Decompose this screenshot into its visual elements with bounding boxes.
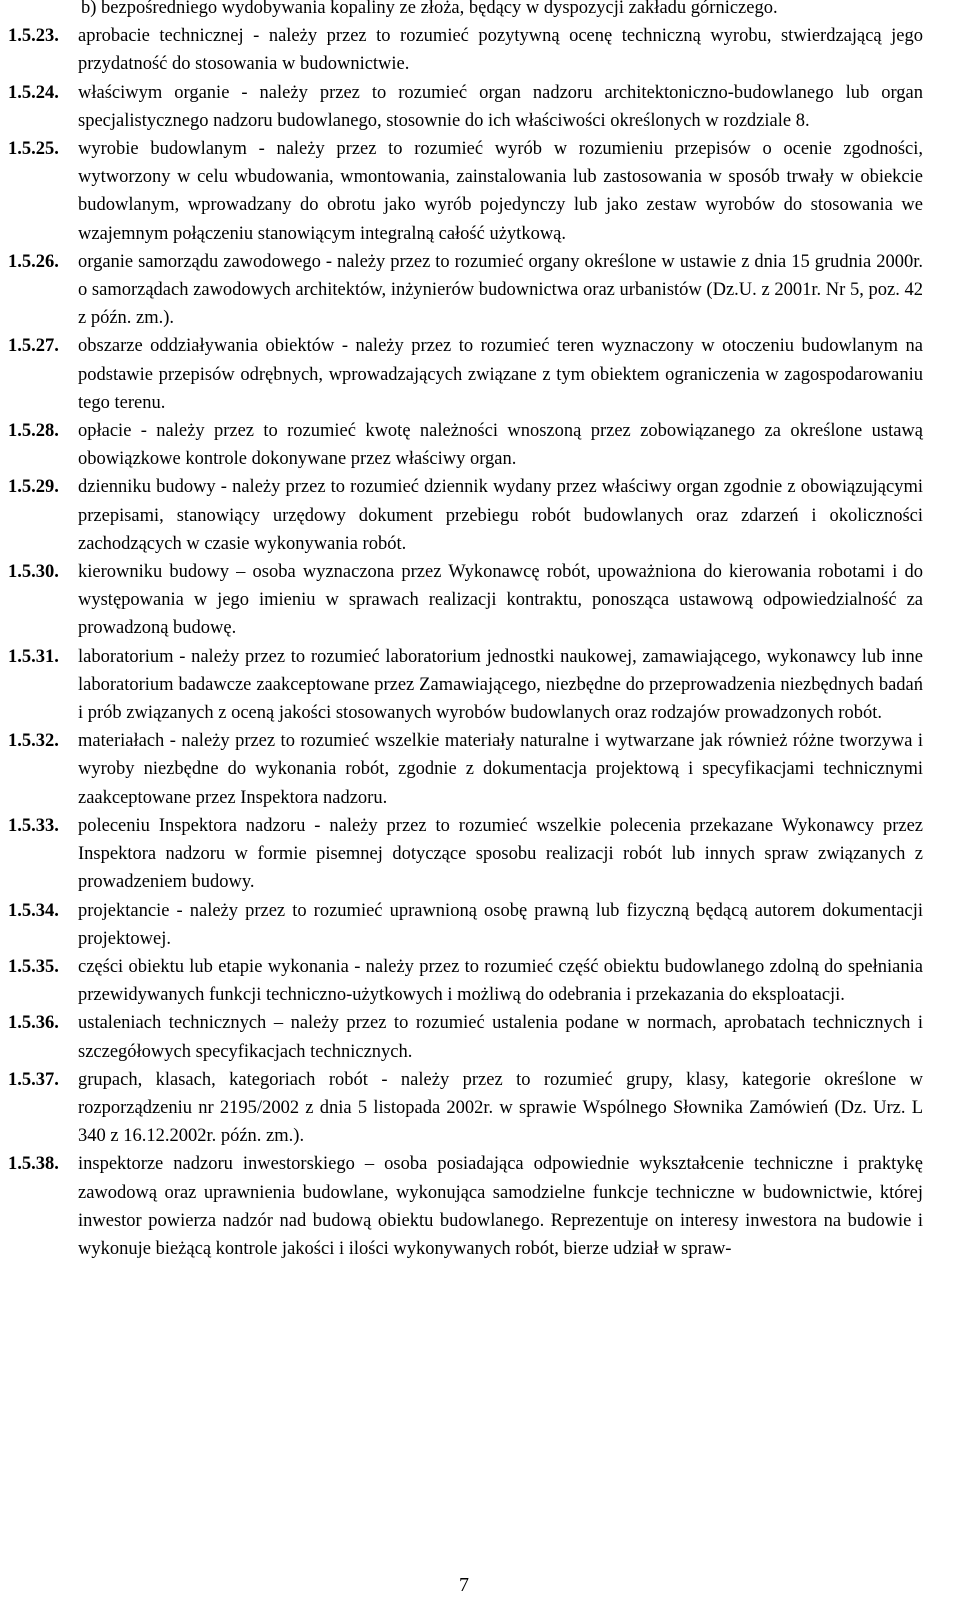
entry-number: 1.5.37. [8, 1069, 59, 1090]
subitem-text: bezpośredniego wydobywania kopaliny ze złoża, będący w dyspozycji zakładu górniczego. [101, 0, 778, 18]
entry-text: kierowniku budowy – osoba wyznaczona przez Wykonawcę robót, upoważniona do kierowania robotami i do występowania w jego imieniu w sprawach realizacji kontraktu, ponosząca ustawową odpowiedzialność za prowadzoną budowę. [78, 562, 923, 639]
entry-text: materiałach - należy przez to rozumieć wszelkie materiały naturalne i wytwarzane jak również różne tworzywa i wyroby niezbędne do wykonania robót, zgodnie z dokumentacja projektową i specyfikacjami technicznymi zaakceptowane przez Inspektora nadzoru. [78, 731, 923, 808]
entry-text: ustaleniach technicznych – należy przez to rozumieć ustalenia podane w normach, aprobatach technicznych i szczegółowych specyfikacjach technicznych. [78, 1013, 923, 1062]
definitions-list [8, 0, 923, 1263]
subitem-label: b) [81, 0, 97, 18]
entry-text: obszarze oddziaływania obiektów - należy przez to rozumieć teren wyznaczony w otoczeniu budowlanym na podstawie przepisów odrębnych, wprowadzających związane z tym obiektem ograniczenia w zagospodarowaniu tego terenu. [78, 336, 923, 413]
entry-text: wyrobie budowlanym - należy przez to rozumieć wyrób w rozumieniu przepisów o ocenie zgodności, wytworzony w celu wbudowania, wmontowania, zainstalowania lub zastosowania w sposób trwały w obiekcie budowlanym, wprowadzany do obrotu jako wyrób pojedynczy lub jako zestaw wyrobów do stosowania we wzajemnym połączeniu stanowiącym integralną całość użytkową. [78, 139, 923, 244]
entry-number: 1.5.35. [8, 956, 59, 977]
entry-text: poleceniu Inspektora nadzoru - należy przez to rozumieć wszelkie polecenia przekazane Wykonawcy przez Inspektora nadzoru w formie pisemnej dotyczące sposobu realizacji robót lub innych spraw związanych z prowadzeniem budowy. [78, 815, 923, 893]
definition-entry [8, 417, 923, 473]
entry-text: aprobacie technicznej - należy przez to rozumieć pozytywną ocenę techniczną wyrobu, stwierdzającą jego przydatność do stosowania w budownictwie. [78, 26, 923, 75]
entry-number: 1.5.30. [8, 562, 59, 583]
entry-text: laboratorium - należy przez to rozumieć laboratorium jednostki naukowej, zamawiającego, wykonawcy lub inne laboratorium badawcze zaakceptowane przez Zamawiającego, niezbędne do przeprowadzenia niezbędnych badań i prób związanych z oceną jakości stosowanych wyrobów budowlanych oraz rodzajów prowadzonych robót. [78, 646, 923, 724]
definition-entry [8, 727, 923, 812]
page-number: 7 [459, 1574, 469, 1596]
entry-number: 1.5.23. [8, 26, 59, 47]
entry-number: 1.5.38. [8, 1154, 59, 1175]
entry-number: 1.5.25. [8, 139, 59, 160]
definition-entry [8, 79, 923, 135]
entry-number: 1.5.34. [8, 900, 59, 921]
definition-entry [8, 248, 923, 333]
entry-number: 1.5.26. [8, 251, 59, 272]
definition-entry [8, 135, 923, 248]
entry-text: części obiektu lub etapie wykonania - należy przez to rozumieć część obiektu budowlanego zdolną do spełniania przewidywanych funkcji techniczno-użytkowych i możliwą do odebrania i przekazania do eksploatacji. [78, 956, 923, 1006]
definition-entry [8, 473, 923, 558]
definition-entry [8, 643, 923, 728]
entry-number: 1.5.27. [8, 336, 59, 357]
entry-number: 1.5.24. [8, 82, 59, 103]
entry-text: opłacie - należy przez to rozumieć kwotę należności wnoszoną przez zobowiązanego za określone ustawą obowiązkowe kontrole dokonywane przez właściwy organ. [78, 421, 923, 470]
entry-text: grupach, klasach, kategoriach robót - należy przez to rozumieć grupy, klasy, kategorie określone w rozporządzeniu nr 2195/2002 z dnia 5 listopada 2002r. w sprawie Wspólnego Słownika Zamówień (Dz. Urz. L 340 z 16.12.2002r. późn. zm.). [78, 1069, 923, 1147]
entry-text: inspektorze nadzoru inwestorskiego – osoba posiadająca odpowiednie wykształcenie techniczne i praktykę zawodową oraz uprawnienia budowlane, wykonująca samodzielne funkcje techniczne w budownictwie, której inwestor powierza nadzór nad budową obiektu budowlanego. Reprezentuje on interesy inwestora na budowie i wykonuje bieżącą kontrole jakości i ilości wykonywanych robót, bierze udział w spraw- [78, 1154, 923, 1259]
entry-text: organie samorządu zawodowego - należy przez to rozumieć organy określone w ustawie z dnia 15 grudnia 2000r. o samorządach zawodowych architektów, inżynierów budownictwa oraz urbanistów (Dz.U. z 2001r. Nr 5, poz. 42 z późn. zm.). [78, 251, 923, 329]
entry-number: 1.5.28. [8, 421, 59, 442]
definition-entry [8, 1009, 923, 1065]
definition-entry [8, 558, 923, 643]
definition-entry [8, 332, 923, 417]
entry-number: 1.5.31. [8, 646, 59, 667]
entry-number: 1.5.32. [8, 731, 59, 752]
definition-entry [8, 953, 923, 1009]
entry-number: 1.5.33. [8, 815, 59, 836]
entry-text: właściwym organie - należy przez to rozumieć organ nadzoru architektoniczno-budowlanego lub organ specjalistycznego nadzoru budowlanego, stosownie do ich właściwości określonych w rozdziale 8. [78, 82, 923, 131]
entry-number: 1.5.36. [8, 1013, 59, 1034]
definition-subitem [8, 0, 923, 22]
entry-number: 1.5.29. [8, 477, 59, 498]
entry-text: dzienniku budowy - należy przez to rozumieć dziennik wydany przez właściwy organ zgodnie z obowiązującymi przepisami, stanowiący urzędowy dokument przebiegu robót budowlanych oraz zdarzeń i okoliczności zachodzących w czasie wykonywania robót. [78, 477, 923, 554]
definition-entry [8, 1150, 923, 1263]
definition-entry [8, 812, 923, 897]
definition-entry [8, 897, 923, 953]
entry-text: projektancie - należy przez to rozumieć uprawnioną osobę prawną lub fizyczną będącą autorem dokumentacji projektowej. [78, 900, 923, 949]
definition-entry [8, 22, 923, 78]
definition-entry [8, 1066, 923, 1151]
